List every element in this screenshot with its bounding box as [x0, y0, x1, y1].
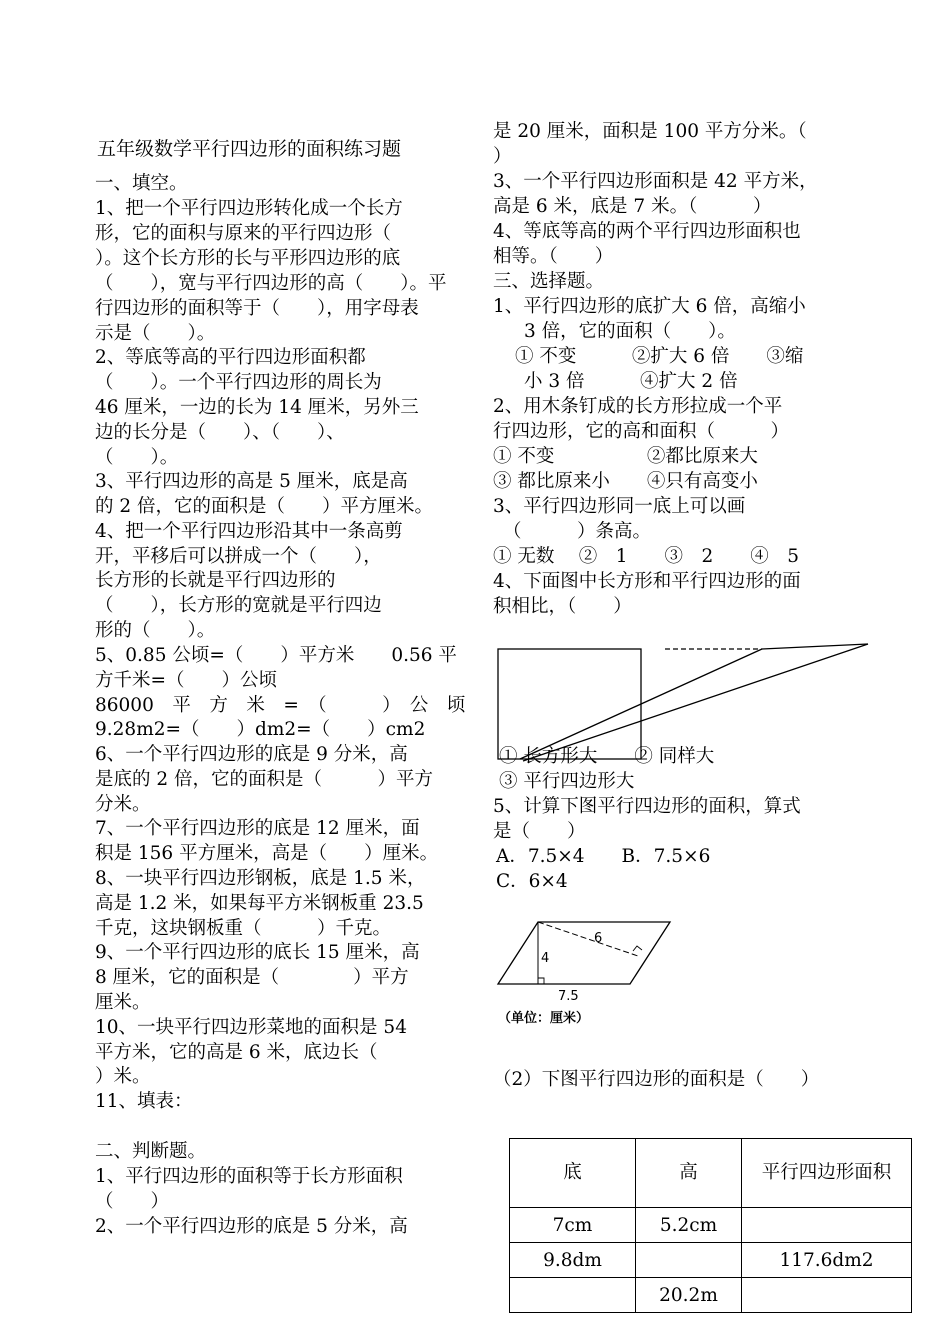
- text-line: 7、一个平行四边形的底是 12 厘米，面: [95, 818, 420, 839]
- text-line: 46 厘米，一边的长为 14 厘米，另外三: [95, 397, 419, 418]
- text-line: 高是 1.2 米，如果每平方米钢板重 23.5: [95, 893, 424, 914]
- text-line: 2、一个平行四边形的底是 5 分米，高: [95, 1216, 408, 1237]
- text-line: 形的（ ）。: [95, 620, 216, 641]
- text-line: 分米。: [95, 794, 151, 815]
- table-cell[interactable]: [742, 1278, 912, 1313]
- header-height: 高: [636, 1139, 742, 1208]
- text-line: ③ 都比原来小 ④只有高变小: [493, 471, 758, 492]
- table-row: [510, 1243, 912, 1278]
- text-line: 8、一块平行四边形钢板，底是 1.5 米，: [95, 868, 426, 889]
- height-right-angle: [538, 978, 544, 984]
- text-line: 4、下面图中长方形和平行四边形的面: [493, 571, 801, 592]
- section-judge: 二、判断题。: [95, 1141, 207, 1162]
- parallelogram-top: [762, 644, 868, 649]
- text-line: 86000 平 方 米 = （ ） 公 顷: [95, 695, 466, 716]
- text-line: 小 3 倍 ④扩大 2 倍: [524, 371, 738, 392]
- table-cell[interactable]: 117.6dm2: [742, 1243, 912, 1278]
- text-line: ）米。: [95, 1066, 151, 1087]
- text-line: 积相比，（ ）: [493, 596, 632, 617]
- table-cell[interactable]: [636, 1243, 742, 1278]
- text-line: 长方形的长就是平行四边形的: [95, 570, 336, 591]
- text-line: 5、计算下图平行四边形的面积，算式: [493, 796, 801, 817]
- text-line: 8 厘米，它的面积是（ ）平方: [95, 967, 409, 988]
- table-cell[interactable]: [510, 1278, 636, 1313]
- text-line: ③ 平行四边形大: [499, 771, 635, 792]
- text-line: 4、等底等高的两个平行四边形面积也: [493, 221, 801, 242]
- section-choice: 三、选择题。: [493, 271, 605, 292]
- text-line: 高是 6 米，底是 7 米。（ ）: [493, 196, 772, 217]
- label-height: 4: [541, 951, 550, 966]
- text-line: C．6×4: [496, 871, 568, 892]
- text-line: 1、平行四边形的底扩大 6 倍，高缩小: [493, 296, 806, 317]
- header-area: [742, 1139, 912, 1208]
- text-line: 相等。（ ）: [493, 246, 614, 267]
- text-line: 边的长分是（ ）、（ ）、: [95, 422, 345, 443]
- text-line: 开，平移后可以拼成一个（ ），: [95, 546, 382, 567]
- page-title: 五年级数学平行四边形的面积练习题: [97, 138, 402, 160]
- text-line: ① 无数 ② 1 ③ 2 ④ 5: [493, 546, 800, 567]
- unit-label: （单位：厘米）: [498, 1011, 590, 1026]
- table-cell[interactable]: 9.8dm: [510, 1243, 636, 1278]
- table-row: [510, 1278, 912, 1313]
- text-line: 2、用木条钉成的长方形拉成一个平: [493, 396, 783, 417]
- text-line: （ ）。: [95, 447, 179, 468]
- label-base: 7.5: [558, 989, 579, 1004]
- text-line: 的 2 倍，它的面积是（ ）平方厘米。: [95, 496, 434, 517]
- text-line: 4、把一个平行四边形沿其中一条高剪: [95, 521, 403, 542]
- text-line: （ ）条高。: [503, 521, 652, 542]
- text-line: 形，它的面积与原来的平行四边形（: [95, 223, 392, 244]
- parallelogram-figure: [490, 912, 690, 1032]
- text-line: 方千米=（ ）公顷: [95, 670, 278, 691]
- slant-height-line: [538, 922, 638, 956]
- text-line: 5、0.85 公顷=（ ）平方米 0.56 平: [95, 645, 457, 666]
- text-line: 1、平行四边形的面积等于长方形面积: [95, 1166, 403, 1187]
- text-line: 行四边形，它的高和面积（ ）: [493, 421, 790, 442]
- label-slant: 6: [594, 931, 603, 946]
- table-row: [510, 1208, 912, 1243]
- text-line: 千克，这块钢板重（ ）千克。: [95, 918, 392, 939]
- table-cell[interactable]: [742, 1208, 912, 1243]
- text-line: （ ）: [95, 1191, 170, 1212]
- fill-in-table: [509, 1138, 912, 1313]
- table-cell[interactable]: 7cm: [510, 1208, 636, 1243]
- text-line: ）: [493, 146, 512, 167]
- text-line: 厘米。: [95, 992, 151, 1013]
- text-line: 行四边形的面积等于（ ），用字母表: [95, 298, 419, 319]
- text-line: 1、把一个平行四边形转化成一个长方: [95, 198, 403, 219]
- text-line: 示是（ ）。: [95, 323, 216, 344]
- table-cell[interactable]: 20.2m: [636, 1278, 742, 1313]
- text-line: 是（ ）: [493, 821, 586, 842]
- text-line: （ ），长方形的宽就是平行四边: [95, 595, 382, 616]
- text-line: 3、平行四边形的高是 5 厘米，底是高: [95, 471, 408, 492]
- text-line: ）。这个长方形的长与平形四边形的底: [95, 248, 401, 269]
- header-area-text: 平行四边形面积: [761, 1162, 892, 1183]
- text-line: ① 长方形大 ② 同样大: [499, 746, 715, 767]
- text-line: （ ）。一个平行四边形的周长为: [95, 372, 382, 393]
- text-line: 是底的 2 倍，它的面积是（ ）平方: [95, 769, 434, 790]
- text-line: 10、一块平行四边形菜地的面积是 54: [95, 1017, 407, 1038]
- text-line: 平方米，它的高是 6 米，底边长（: [95, 1042, 378, 1063]
- parallelogram-shape: [498, 922, 670, 984]
- section-fill-blank: 一、填空。: [95, 173, 188, 194]
- rectangle-shape: [498, 649, 641, 759]
- text-line: 9、一个平行四边形的底长 15 厘米，高: [95, 942, 420, 963]
- text-line: ① 不变 ②都比原来大: [493, 446, 758, 467]
- text-line: 11、填表：: [95, 1091, 193, 1112]
- table-header-row: [510, 1139, 912, 1208]
- text-line: 积是 156 平方厘米，高是（ ）厘米。: [95, 843, 439, 864]
- text-line: ① 不变 ②扩大 6 倍 ③缩: [515, 346, 804, 367]
- parallelogram-right-side: [523, 644, 868, 761]
- table-cell[interactable]: 5.2cm: [636, 1208, 742, 1243]
- text-line: 3 倍，它的面积（ ）。: [524, 321, 736, 342]
- text-line: 2、等底等高的平行四边形面积都: [95, 347, 366, 368]
- text-line: 6、一个平行四边形的底是 9 分米，高: [95, 744, 408, 765]
- text-line: （2）下图平行四边形的面积是（ ）: [493, 1069, 820, 1090]
- text-line: （ ），宽与平行四边形的高（ ）。平: [95, 273, 447, 294]
- text-line: 3、平行四边形同一底上可以画: [493, 496, 746, 517]
- text-line: 3、一个平行四边形面积是 42 平方米，: [493, 171, 818, 192]
- text-line: 是 20 厘米，面积是 100 平方分米。（: [493, 121, 807, 142]
- text-line: 9.28m2=（ ）dm2=（ ）cm2: [95, 719, 426, 740]
- rectangle-parallelogram-figure: [490, 640, 875, 765]
- text-line: A．7.5×4 B．7.5×6: [496, 846, 711, 867]
- slant-right-angle: [633, 946, 642, 951]
- header-base: 底: [510, 1139, 636, 1208]
